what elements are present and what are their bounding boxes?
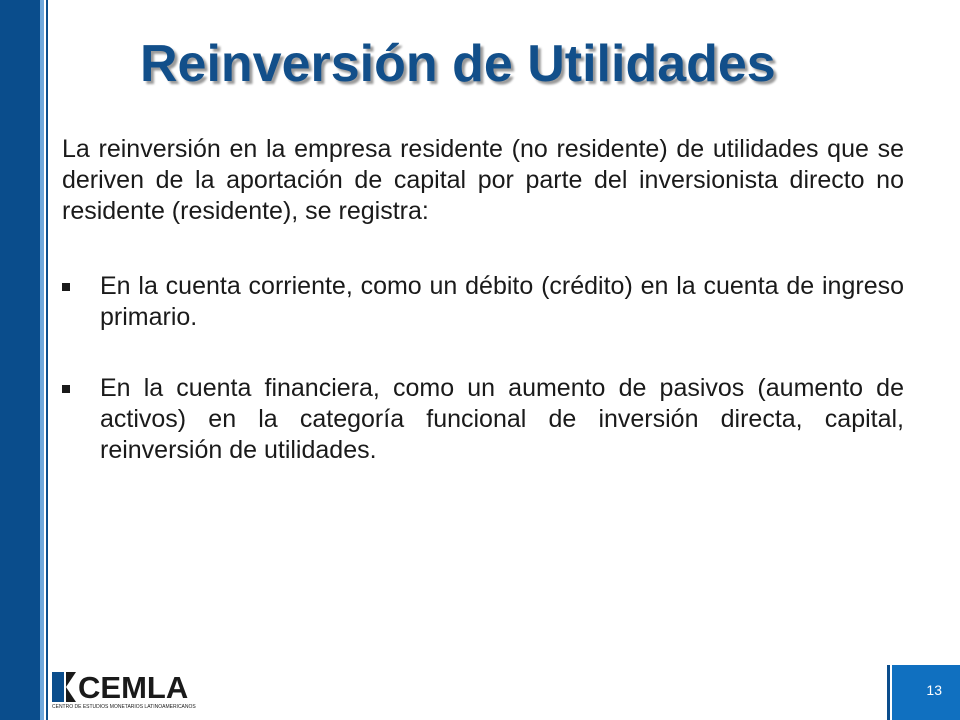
square-bullet-icon — [62, 283, 70, 291]
intro-paragraph: La reinversión en la empresa residente (no residente) de utilidades que se deriven de la aportación de capital por parte del inversionista directo no residente (residente), se registra: — [62, 135, 904, 225]
bullet-item — [62, 271, 904, 333]
cemla-emblem-icon — [52, 672, 78, 702]
logo-wordmark: CEMLA — [78, 670, 189, 705]
bullet-item — [62, 373, 904, 466]
cemla-logo — [52, 670, 202, 710]
square-bullet-icon — [62, 385, 70, 393]
slide-body — [62, 134, 904, 506]
page-number: 13 — [926, 682, 942, 698]
left-accent-bar — [0, 0, 40, 720]
logo-subtitle: CENTRO DE ESTUDIOS MONETARIOS LATINOAMERICANOS — [52, 704, 196, 710]
bullet-text: En la cuenta corriente, como un débito (crédito) en la cuenta de ingreso primario. — [100, 272, 904, 331]
bullet-text: En la cuenta financiera, como un aumento de pasivos (aumento de activos) en la categoría funcional de inversión directa, capital, reinversión de utilidades. — [100, 374, 904, 464]
slide-title: Reinversión de Utilidades — [140, 35, 776, 93]
left-accent-stripe — [40, 0, 44, 720]
footer-divider — [887, 665, 890, 720]
left-accent-line — [46, 0, 48, 720]
